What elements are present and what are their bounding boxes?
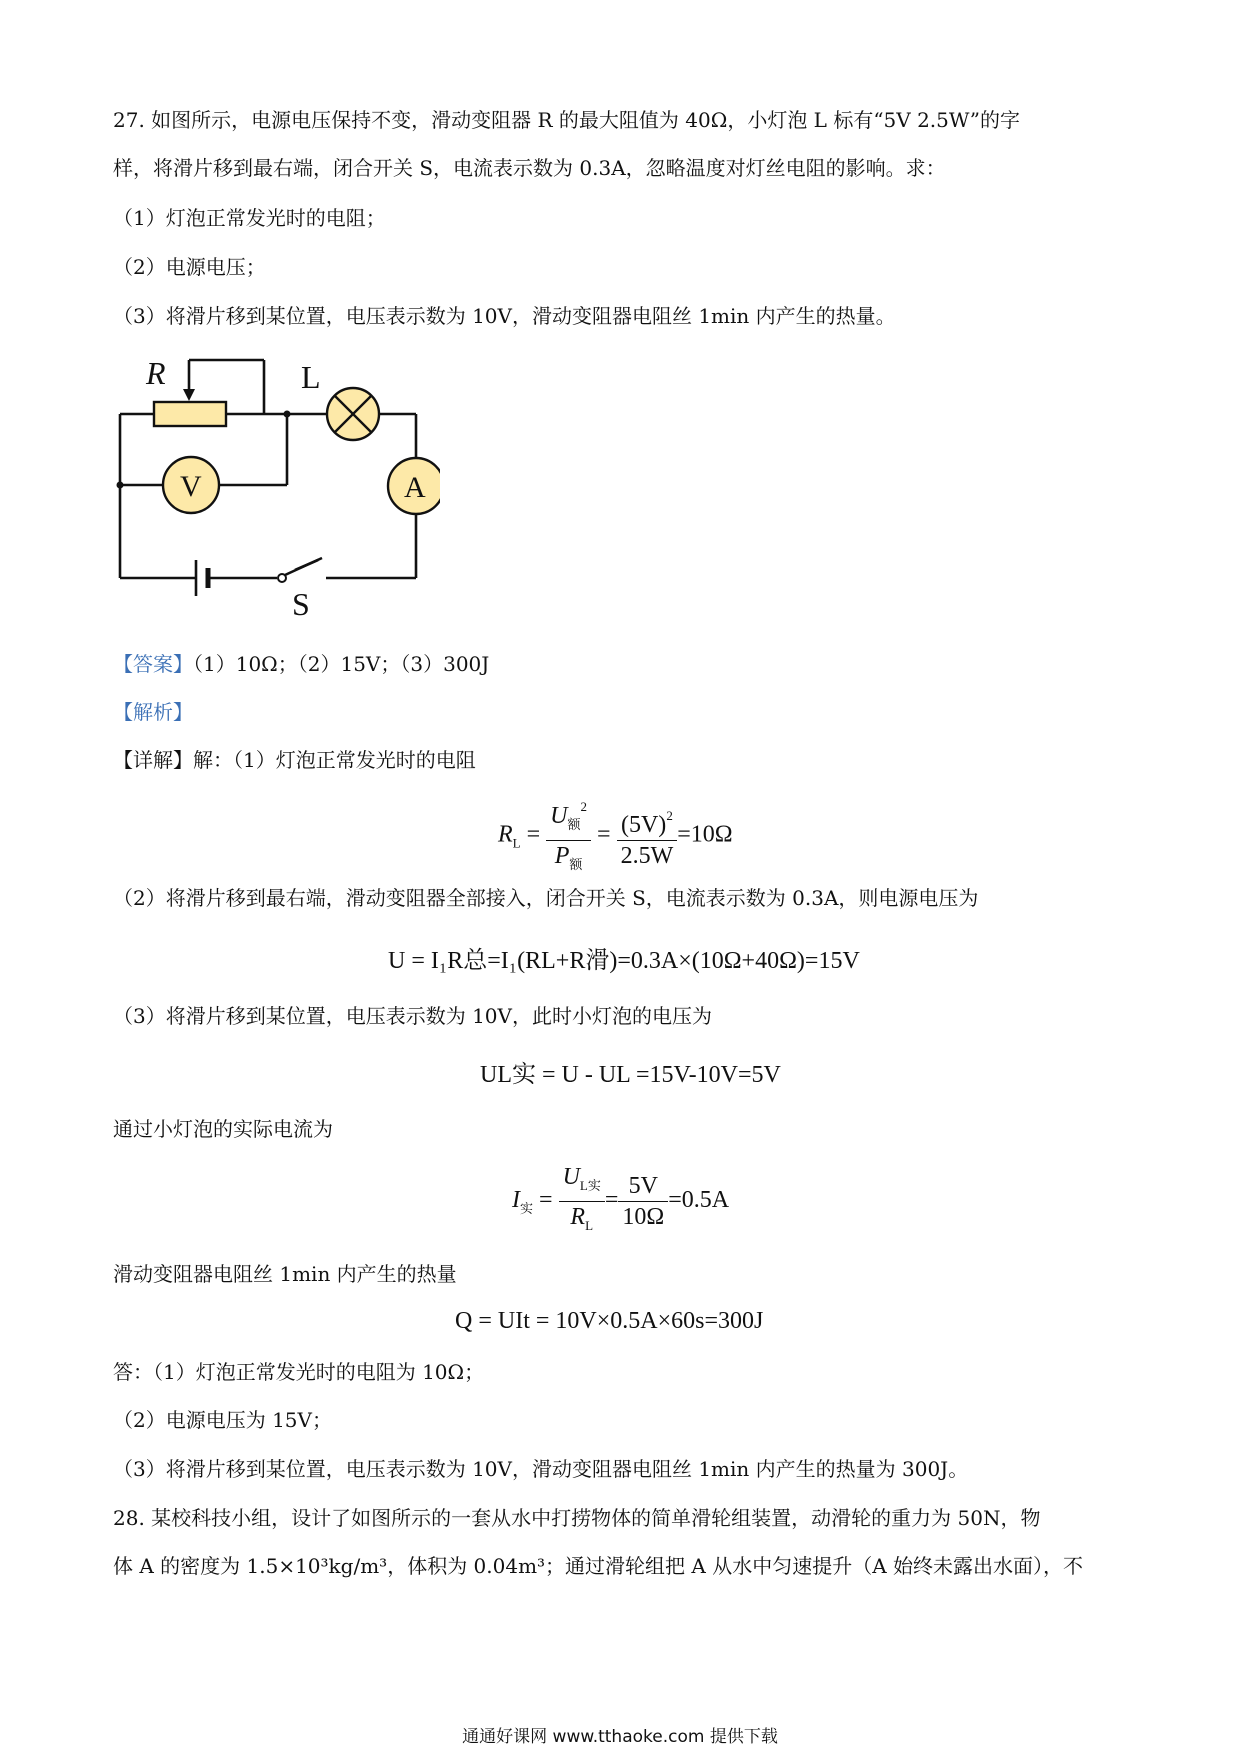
- circuit-label-A: A: [404, 471, 426, 504]
- q28-line1: 28. 某校科技小组，设计了如图所示的一套从水中打捞物体的简单滑轮组装置，动滑轮的重力为 50N，物: [113, 1506, 1041, 1530]
- conclusion-3: （3）将滑片移到某位置，电压表示数为 10V，滑动变阻器电阻丝 1min 内产生的热量为 300J。: [113, 1457, 969, 1481]
- detail-step3: （3）将滑片移到某位置，电压表示数为 10V，此时小灯泡的电压为: [113, 1004, 712, 1028]
- equation-2: U = I₁R总=I₁(RL+R滑)=0.3A×(10Ω+40Ω)=15V: [388, 948, 860, 974]
- fraction-4a: $\frac{U_{L实}}{R_L}$: [559, 1162, 605, 1241]
- q28-line2: 体 A 的密度为 1.5×10³kg/m³，体积为 0.04m³；通过滑轮组把 A 从水中匀速提升（A 始终未露出水面），不: [113, 1554, 1084, 1578]
- fraction-1a: $\frac{U_额^2}{P_额}$: [546, 792, 591, 880]
- circuit-label-V: V: [180, 470, 202, 503]
- analysis-tag: 【解析】: [113, 700, 193, 724]
- equation-1: $R_L$ = $\frac{U_额^2}{P_额}$ = $\frac{(5V)^2}{2.5W}$ =10Ω: [498, 792, 733, 880]
- conclusion-2: （2）电源电压为 15V；: [113, 1408, 332, 1432]
- q27-line2: 样，将滑片移到最右端，闭合开关 S，电流表示数为 0.3A，忽略温度对灯丝电阻的影响。求：: [113, 156, 946, 180]
- circuit-label-L: L: [301, 359, 321, 395]
- page-footer: 通通好课网 www.tthaoke.com 提供下载: [462, 1727, 778, 1747]
- answer-text: （1）10Ω；（2）15V；（3）300J: [193, 652, 490, 676]
- fraction-4b: $\frac{5V}{10\Omega}$: [618, 1171, 668, 1232]
- detail-intro: 【详解】解：（1）灯泡正常发光时的电阻: [113, 748, 476, 772]
- circuit-diagram: [100, 350, 440, 620]
- q27-line1: 27. 如图所示，电源电压保持不变，滑动变阻器 R 的最大阻值为 40Ω，小灯泡 L 标有“5V 2.5W”的字: [113, 108, 1021, 132]
- fraction-1b: $\frac{(5V)^2}{2.5W}$: [617, 801, 678, 871]
- circuit-label-R: R: [146, 355, 166, 391]
- detail-step4: 通过小灯泡的实际电流为: [113, 1117, 333, 1141]
- detail-step5: 滑动变阻器电阻丝 1min 内产生的热量: [113, 1262, 457, 1286]
- equation-5: Q = UIt = 10V×0.5A×60s=300J: [455, 1308, 764, 1334]
- answer-line: [113, 650, 489, 678]
- conclusion-1: 答：（1）灯泡正常发光时的电阻为 10Ω；: [113, 1360, 485, 1384]
- q27-item3: （3）将滑片移到某位置，电压表示数为 10V，滑动变阻器电阻丝 1min 内产生的热量。: [113, 304, 896, 328]
- equation-3: UL实 = U - UL =15V-10V=5V: [480, 1062, 781, 1088]
- equation-4: $I_实$ = $\frac{U_{L实}}{R_L}$ = $\frac{5V}{10\Omega}$ =0.5A: [512, 1162, 729, 1241]
- detail-step2: （2）将滑片移到最右端，滑动变阻器全部接入，闭合开关 S，电流表示数为 0.3A，则电源电压为: [113, 886, 979, 910]
- circuit-label-S: S: [292, 586, 310, 620]
- q27-item2: （2）电源电压；: [113, 255, 266, 279]
- q27-item1: （1）灯泡正常发光时的电阻；: [113, 206, 386, 230]
- answer-tag: 【答案】: [113, 652, 193, 676]
